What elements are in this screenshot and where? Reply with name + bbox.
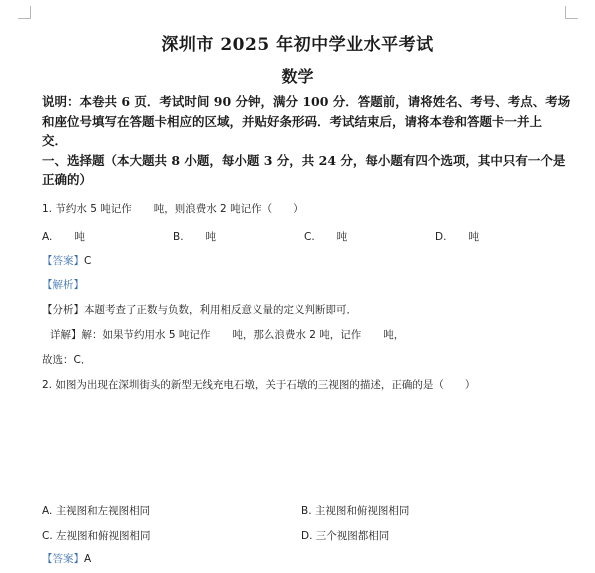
section-heading-line-2: 正确的） xyxy=(42,172,93,187)
question-2-option-a: A. 主视图和左视图相同 xyxy=(42,505,151,517)
question-1-option-a: A. 吨 xyxy=(42,231,85,243)
question-1-option-b: B. 吨 xyxy=(173,231,217,243)
answer-tag: 【答案】 xyxy=(42,255,84,267)
question-2-option-b: B. 主视图和俯视图相同 xyxy=(301,505,410,517)
answer-value: A xyxy=(84,553,92,565)
question-2-answer xyxy=(42,551,91,566)
question-1-stem-part-b: 吨，则浪费水 2 吨记作（ ） xyxy=(153,203,304,215)
answer-value: C xyxy=(84,255,92,267)
question-2-option-c: C. 左视图和俯视图相同 xyxy=(42,530,151,542)
instructions-line-3: 交． xyxy=(42,133,68,148)
instructions-line-2: 和座位号填写在答题卡相应的区域，并贴好条形码．考试结束后，请将本卷和答题卡一并上 xyxy=(42,114,543,129)
crop-mark-top-right xyxy=(565,6,578,19)
question-1-fenxi: 【分析】本题考查了正数与负数，利用相反意义量的定义判断即可． xyxy=(42,304,357,316)
exam-subject: 数学 xyxy=(281,67,314,86)
question-1-option-d: D. 吨 xyxy=(435,231,479,243)
question-1-option-c: C. 吨 xyxy=(304,231,348,243)
question-2-option-d: D. 三个视图都相同 xyxy=(301,530,390,542)
question-1-answer xyxy=(42,253,91,268)
question-1-detail: 详解】解：如果节约用水 5 吨记作 吨，那么浪费水 2 吨，记作 吨， xyxy=(50,329,405,341)
crop-mark-top-left xyxy=(18,6,31,19)
question-1-conclusion: 故选：C． xyxy=(42,354,92,366)
exam-title: 深圳市 2025 年初中学业水平考试 xyxy=(161,35,434,55)
answer-tag: 【答案】 xyxy=(42,553,84,565)
question-1-analysis-tag: 【解析】 xyxy=(42,279,84,291)
instructions-line-1: 说明：本卷共 6 页．考试时间 90 分钟，满分 100 分．答题前，请将姓名、考号、考点、考场 xyxy=(42,94,571,109)
question-1-stem xyxy=(42,201,304,216)
section-heading-line-1: 一、选择题（本大题共 8 小题，每小题 3 分，共 24 分，每小题有四个选项，其中只有一个是 xyxy=(42,153,566,168)
question-1-stem-part-a: 1. 节约水 5 吨记作 xyxy=(42,203,132,215)
question-2-stem: 2. 如图为出现在深圳街头的新型无线充电石墩，关于石墩的三视图的描述，正确的是（ ） xyxy=(42,379,476,391)
